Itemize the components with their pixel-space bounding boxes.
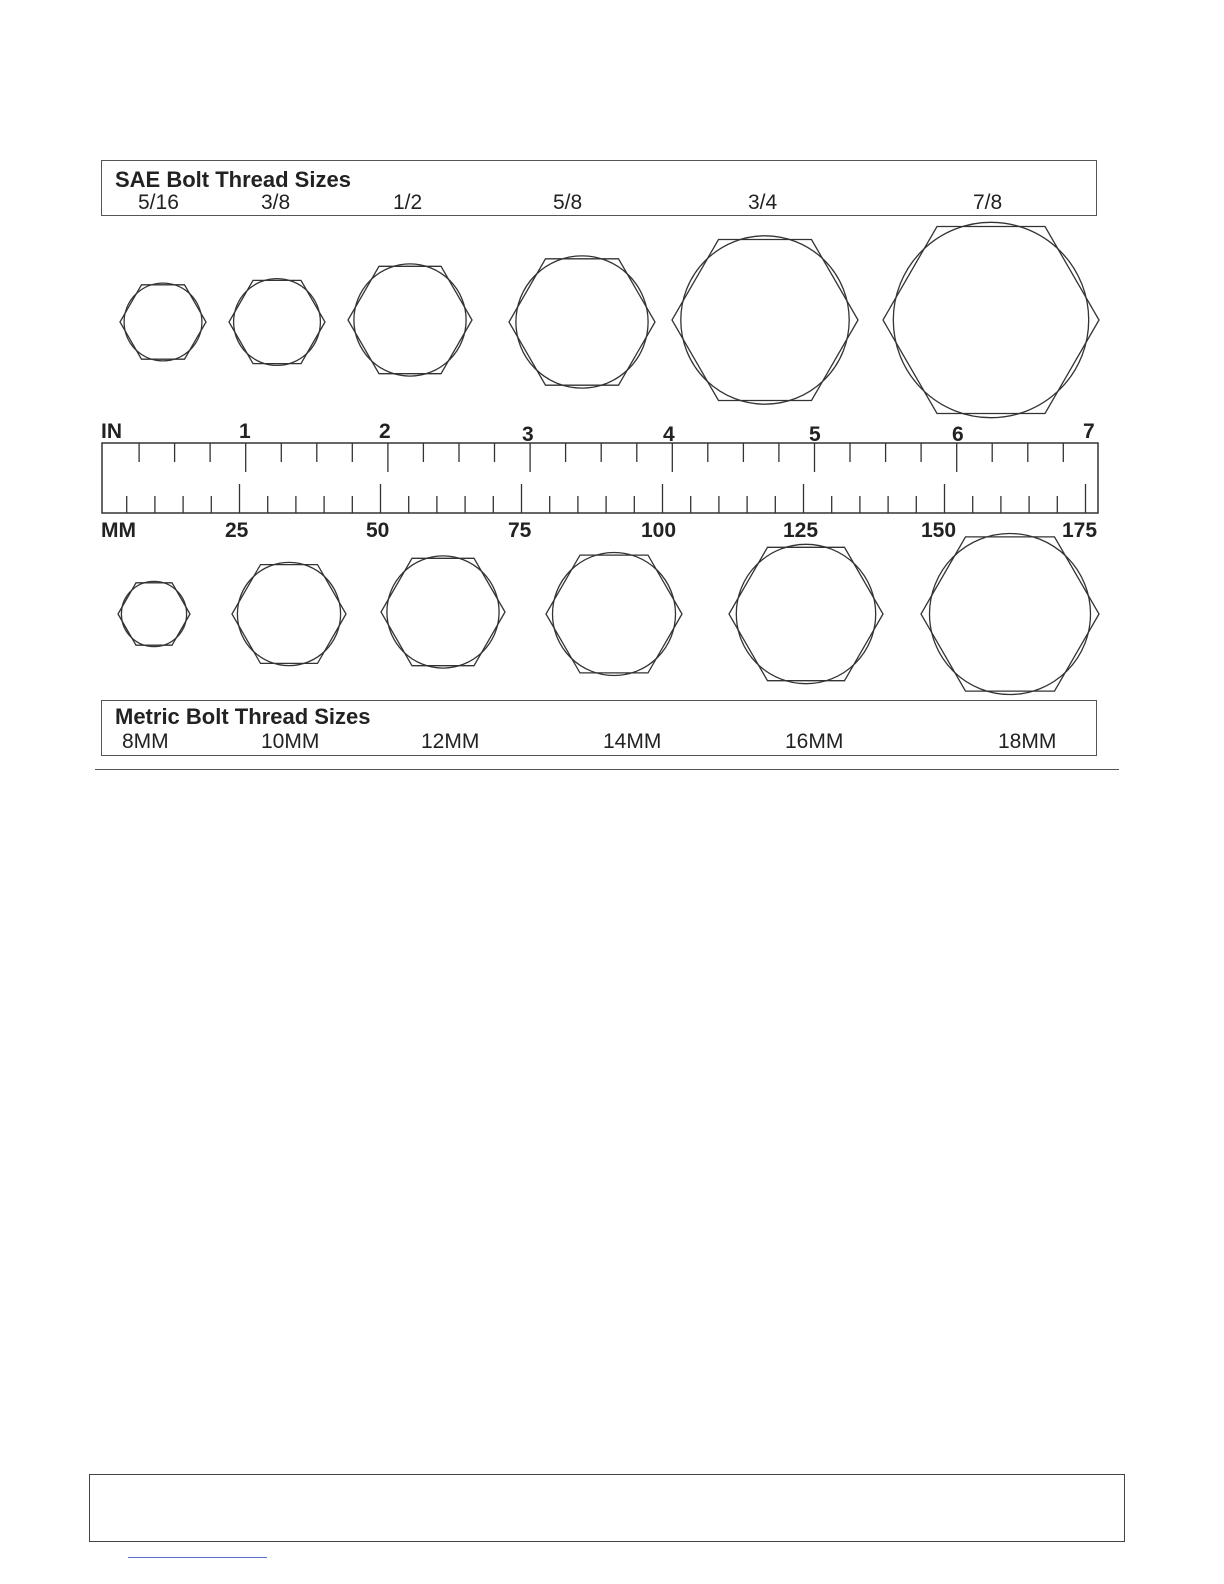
metric-bolt-head-circle xyxy=(387,556,499,668)
sae-bolt-head-circle xyxy=(124,283,202,361)
sae-size-label: 7/8 xyxy=(973,191,1003,214)
inch-tick-label: 1 xyxy=(239,420,251,443)
metric-bolt-head-circle xyxy=(553,553,676,676)
inch-tick-label: 7 xyxy=(1083,420,1095,443)
sae-bolt-head-hexagon xyxy=(120,285,206,359)
metric-bolt-head-hexagon xyxy=(921,537,1099,691)
inch-unit-label: IN xyxy=(101,420,122,443)
inch-tick-label: 3 xyxy=(522,423,534,446)
metric-size-label: 16MM xyxy=(785,730,844,753)
sae-bolt-head-circle xyxy=(354,264,466,376)
metric-bolt-head-hexagon xyxy=(381,558,505,665)
link-underline xyxy=(128,1557,267,1558)
ruler-body xyxy=(102,443,1098,513)
inch-tick-label: 5 xyxy=(809,423,821,446)
metric-size-label: 18MM xyxy=(998,730,1057,753)
sae-title: SAE Bolt Thread Sizes xyxy=(115,167,351,192)
metric-bolt-head-hexagon xyxy=(118,583,190,645)
sae-bolt-head-circle xyxy=(234,279,321,366)
metric-size-label: 8MM xyxy=(122,730,169,753)
sae-bolt-head-hexagon xyxy=(229,280,325,363)
sae-size-label: 5/16 xyxy=(138,191,179,214)
metric-size-label: 14MM xyxy=(603,730,662,753)
sae-bolt-head-hexagon xyxy=(509,259,655,385)
sae-size-label: 1/2 xyxy=(393,191,423,214)
mm-unit-label: MM xyxy=(101,519,136,542)
divider-line xyxy=(95,769,1119,770)
mm-tick-label: 75 xyxy=(508,519,532,542)
mm-tick-label: 150 xyxy=(921,519,957,542)
sae-bolt-head-hexagon xyxy=(883,227,1099,414)
metric-title: Metric Bolt Thread Sizes xyxy=(115,704,371,729)
metric-bolt-head-hexagon xyxy=(546,555,682,673)
metric-bolt-head-hexagon xyxy=(729,547,883,680)
inch-tick-label: 2 xyxy=(379,420,391,443)
metric-size-label: 10MM xyxy=(261,730,320,753)
sae-bolt-head-hexagon xyxy=(672,240,858,401)
metric-bolt-head-circle xyxy=(237,562,340,665)
mm-tick-label: 25 xyxy=(225,519,249,542)
inch-tick-label: 4 xyxy=(663,423,675,446)
metric-bolt-head-hexagon xyxy=(232,565,346,664)
inch-tick-label: 6 xyxy=(952,423,964,446)
mm-tick-label: 175 xyxy=(1062,519,1098,542)
sae-size-label: 3/8 xyxy=(261,191,291,214)
sae-bolt-head-hexagon xyxy=(348,266,472,373)
metric-size-label: 12MM xyxy=(421,730,480,753)
sae-size-label: 5/8 xyxy=(553,191,583,214)
sae-size-label: 3/4 xyxy=(748,191,778,214)
mm-tick-label: 100 xyxy=(641,519,677,542)
footer-box xyxy=(89,1474,1125,1542)
metric-bolt-head-circle xyxy=(121,581,186,646)
mm-tick-label: 125 xyxy=(783,519,819,542)
mm-tick-label: 50 xyxy=(366,519,390,542)
